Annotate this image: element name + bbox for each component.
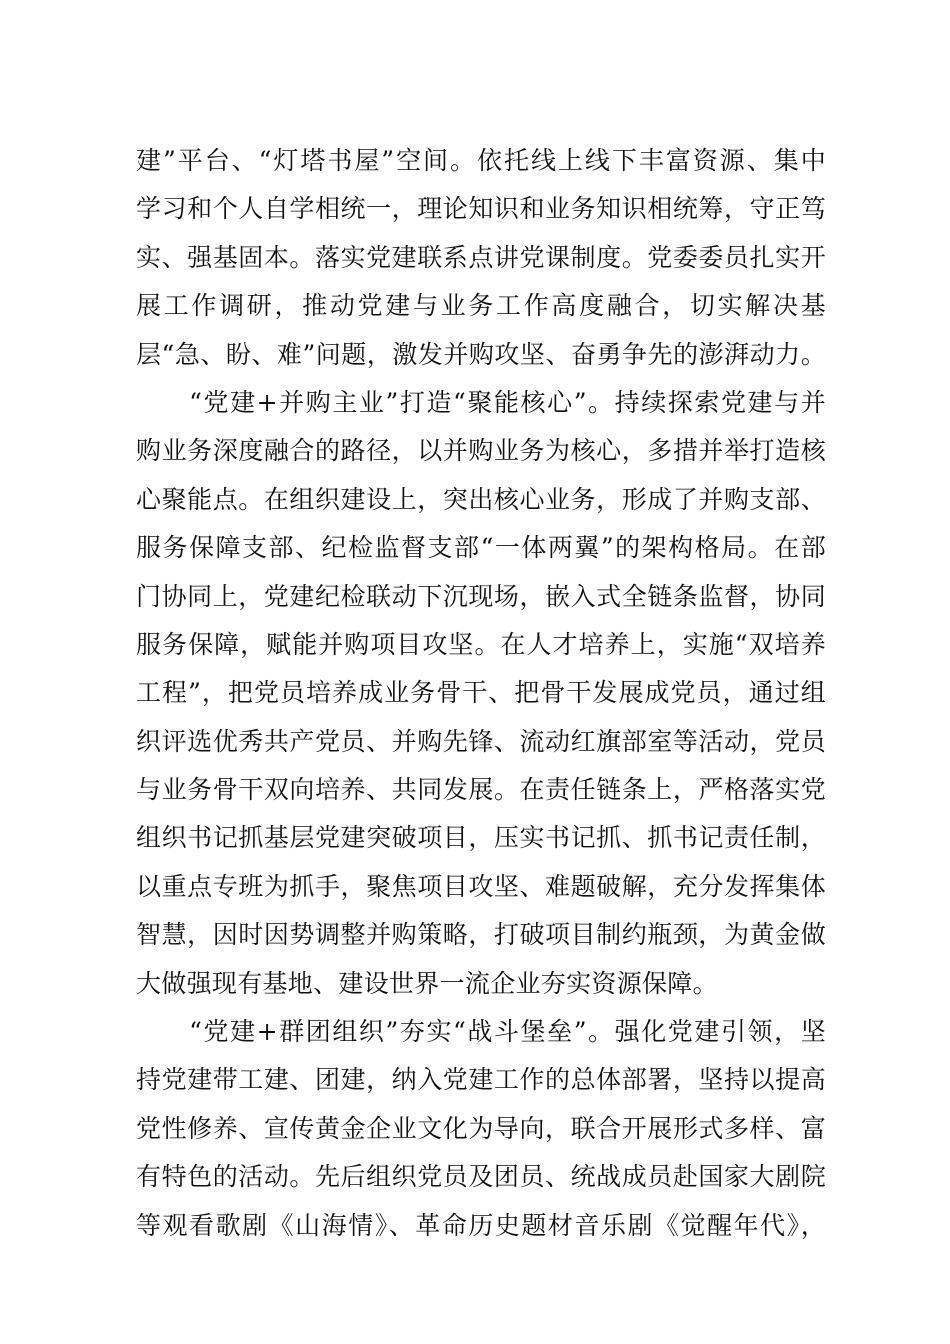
- text-line: “党建+群团组织”夯实“战斗堡垒”。强化党建引领，坚: [136, 1017, 826, 1047]
- text-line: “党建+并购主业”打造“聚能核心”。持续探索党建与并: [136, 387, 826, 417]
- text-line: 组织书记抓基层党建突破项目，压实书记抓、抓书记责任制，: [136, 823, 826, 853]
- text-line: 有特色的活动。先后组织党员及团员、统战成员赴国家大剧院: [136, 1162, 826, 1192]
- text-line: 建”平台、“灯塔书屋”空间。依托线上线下丰富资源、集中: [136, 146, 826, 175]
- text-line: 织评选优秀共产党员、并购先锋、流动红旗部室等活动，党员: [136, 726, 826, 756]
- text-line: 门协同上，党建纪检联动下沉现场，嵌入式全链条监督，协同: [136, 581, 826, 611]
- text-line: 以重点专班为抓手，聚焦项目攻坚、难题破解，充分发挥集体: [136, 871, 826, 901]
- paragraph-2: [136, 379, 826, 1008]
- text-line: 实、强基固本。落实党建联系点讲党课制度。党委委员扎实开: [136, 242, 826, 272]
- text-line: 服务保障，赋能并购项目攻坚。在人才培养上，实施“双培养: [136, 629, 826, 659]
- text-line: 学习和个人自学相统一，理论知识和业务知识相统筹，守正笃: [136, 194, 826, 224]
- text-line: 服务保障支部、纪检监督支部“一体两翼”的架构格局。在部: [136, 533, 826, 563]
- text-line: 购业务深度融合的路径，以并购业务为核心，多措并举打造核: [136, 436, 826, 466]
- paragraph-1: [136, 137, 826, 379]
- text-line: 与业务骨干双向培养、共同发展。在责任链条上，严格落实党: [136, 775, 826, 805]
- text-line: 党性修养、宣传黄金企业文化为导向，联合开展形式多样、富: [136, 1113, 826, 1143]
- text-line: 智慧，因时因势调整并购策略，打破项目制约瓶颈，为黄金做: [136, 920, 826, 950]
- text-line: 大做强现有基地、建设世界一流企业夯实资源保障。: [136, 968, 718, 998]
- text-line: 层“急、盼、难”问题，激发并购攻坚、奋勇争先的澎湃动力。: [136, 339, 826, 369]
- paragraph-3: [136, 1008, 826, 1250]
- text-line: 等观看歌剧《山海情》、革命历史题材音乐剧《觉醒年代》，: [136, 1210, 826, 1240]
- text-line: 心聚能点。在组织建设上，突出核心业务，形成了并购支部、: [136, 484, 826, 514]
- text-line: 工程”，把党员培养成业务骨干、把骨干发展成党员，通过组: [136, 678, 826, 708]
- text-line: 展工作调研，推动党建与业务工作高度融合，切实解决基: [136, 291, 826, 321]
- body-text: [136, 137, 826, 1250]
- text-line: 持党建带工建、团建，纳入党建工作的总体部署，坚持以提高: [136, 1065, 826, 1095]
